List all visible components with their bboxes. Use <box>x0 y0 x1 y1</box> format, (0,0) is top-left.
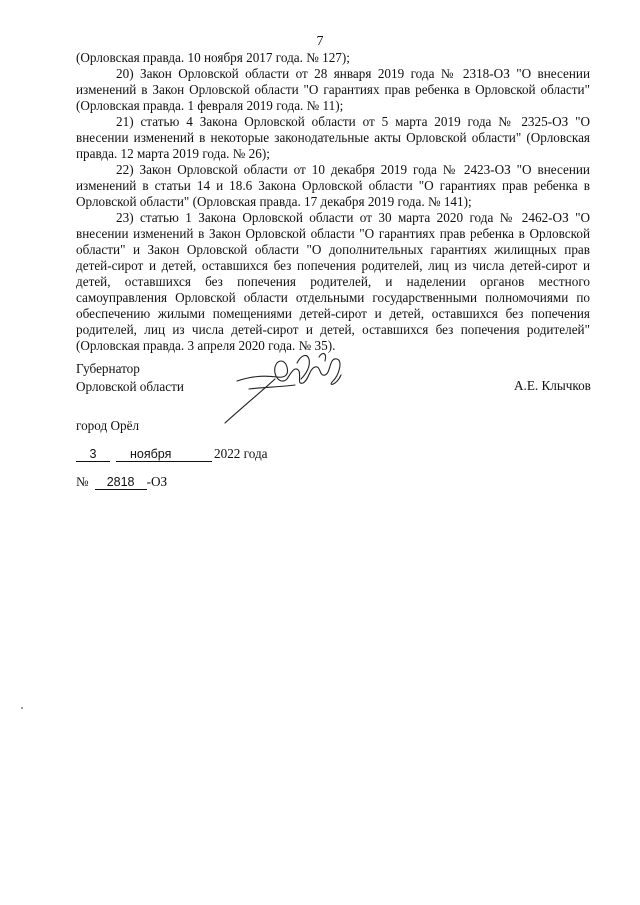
paragraph-item-23: 23) статью 1 Закона Орловской области от 30 марта 2020 года № 2462-ОЗ "О внесении изменений в Закон Орловской области "О гарантиях прав ребенка в Орловской области" и Закон Орловской области "О дополнительных гарантиях жилищных прав детей-сирот и детей, оставшихся без попечения родителей, лиц из числа детей-сирот и детей, оставшихся без попечения родителей, и наделении органов местного самоуправления Орловской области отдельными государственными полномочиями по обеспечению жилыми помещениями детей-сирот и детей, оставшихся без попечения родителей, лиц из числа детей-сирот и детей, оставшихся без попечения родителей" (Орловская правда. 3 апреля 2020 года. № 35). <box>76 210 590 353</box>
signatory-title-line1: Губернатор <box>76 361 140 376</box>
paragraph-item-22: 22) Закон Орловской области от 10 декабря 2019 года № 2423-ОЗ "О внесении изменений в статьи 14 и 18.6 Закона Орловской области "О гарантиях прав ребенка в Орловской области" (Орловская правда. 17 декабря 2019 года. № 141); <box>76 162 590 209</box>
city-line: город Орёл <box>76 418 140 433</box>
signing-date <box>76 446 268 462</box>
law-number-line <box>76 474 167 490</box>
signatory-title-line2: Орловской области <box>76 379 184 394</box>
paragraph-item-20: 20) Закон Орловской области от 28 января 2019 года № 2318-ОЗ "О внесении изменений в Закон Орловской области "О гарантиях прав ребенка в Орловской области" (Орловская правда. 1 февраля 2019 года. № 11); <box>76 66 590 113</box>
date-year: 2022 года <box>214 446 268 461</box>
scan-speck <box>21 707 23 709</box>
date-day: 3 <box>76 447 110 462</box>
signatory-name: А.Е. Клычков <box>514 378 591 393</box>
date-month: ноября <box>116 447 212 462</box>
paragraph-item-21: 21) статью 4 Закона Орловской области от 5 марта 2019 года № 2325-ОЗ "О внесении изменений в некоторые законодательные акты Орловской области" (Орловская правда. 12 марта 2019 года. № 26); <box>76 114 590 161</box>
handwritten-signature <box>215 345 355 435</box>
paragraph-continuation: (Орловская правда. 10 ноября 2017 года. № 127); <box>76 50 350 65</box>
page-number: 7 <box>316 34 324 49</box>
law-number-value: 2818 <box>95 475 147 490</box>
document-body <box>76 50 590 354</box>
law-number-prefix: № <box>76 474 89 489</box>
signatory-title <box>76 360 184 396</box>
law-number-suffix: -ОЗ <box>146 474 168 489</box>
